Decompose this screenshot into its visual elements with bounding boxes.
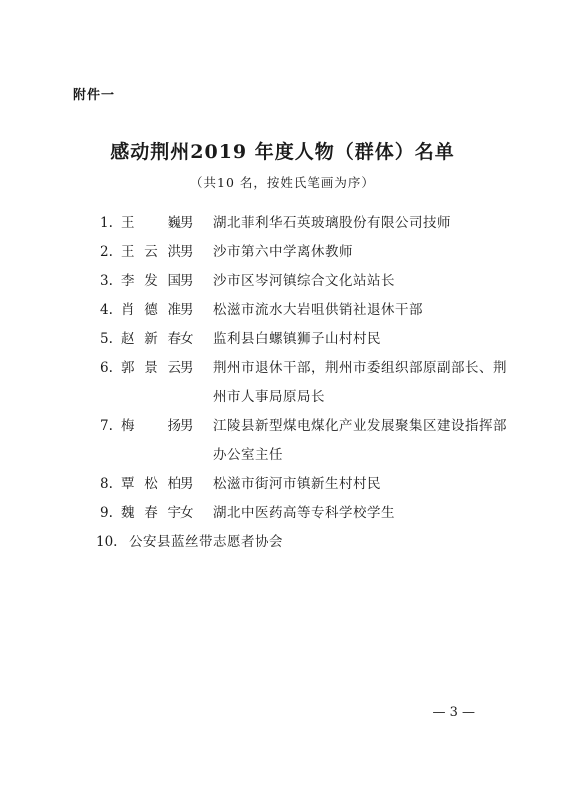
entry-number: 10. [96,534,118,550]
entry-gender: 男 [180,476,194,492]
entry-number: 3. [100,273,113,289]
page-number: — 3 — [432,705,475,720]
document-title: 感动荆州2019 年度人物（群体）名单 [110,141,455,163]
entry-number: 1. [100,215,113,231]
entry-number: 5. [100,331,113,347]
entry-description: 松滋市流水大岩咀供销社退休干部 [213,302,423,318]
list-item [100,503,520,532]
entry-description: 湖北中医药高等专科学校学生 [213,505,395,521]
entry-gender: 男 [180,215,194,231]
entry-number: 8. [100,476,113,492]
entry-gender: 女 [180,331,194,347]
entry-description: 江陵县新型煤电煤化产业发展聚集区建设指挥部办公室主任 [213,418,507,463]
entry-name: 王 巍 [121,215,181,231]
entry-description: 湖北菲利华石英玻璃股份有限公司技师 [213,215,451,231]
document-subtitle: （共10 名，按姓氏笔画为序） [190,175,375,190]
entry-number: 2. [100,244,113,260]
entry-name: 肖德准 [121,302,181,318]
entry-description: 监利县白螺镇狮子山村村民 [213,331,381,347]
entry-name: 李发国 [121,273,181,289]
entry-gender: 男 [180,360,194,376]
entry-description: 荆州市退休干部，荆州市委组织部原副部长、荆州市人事局原局长 [213,360,507,405]
group-name: 公安县蓝丝带志愿者协会 [129,534,283,550]
entry-number: 6. [100,360,113,376]
entry-name: 梅 扬 [121,418,181,434]
entry-number: 4. [100,302,113,318]
attachment-label: 附件一 [73,88,116,103]
entry-name: 王云洪 [121,244,181,260]
entry-gender: 男 [180,273,194,289]
entry-name: 覃松柏 [121,476,181,492]
list-item [100,358,520,416]
entry-name: 魏春宇 [121,505,181,521]
entry-gender: 男 [180,418,194,434]
entry-number: 7. [100,418,113,434]
entry-description: 沙市第六中学离休教师 [213,244,353,260]
entry-description: 松滋市街河市镇新生村村民 [213,476,381,492]
honoree-list [96,213,520,561]
entry-gender: 男 [180,244,194,260]
list-item-group [96,532,520,561]
entry-description: 沙市区岑河镇综合文化站站长 [213,273,395,289]
entry-name: 郭景云 [121,360,181,376]
entry-name: 赵新春 [121,331,181,347]
entry-number: 9. [100,505,113,521]
entry-gender: 男 [180,302,194,318]
list-item [100,416,520,474]
entry-gender: 女 [180,505,194,521]
